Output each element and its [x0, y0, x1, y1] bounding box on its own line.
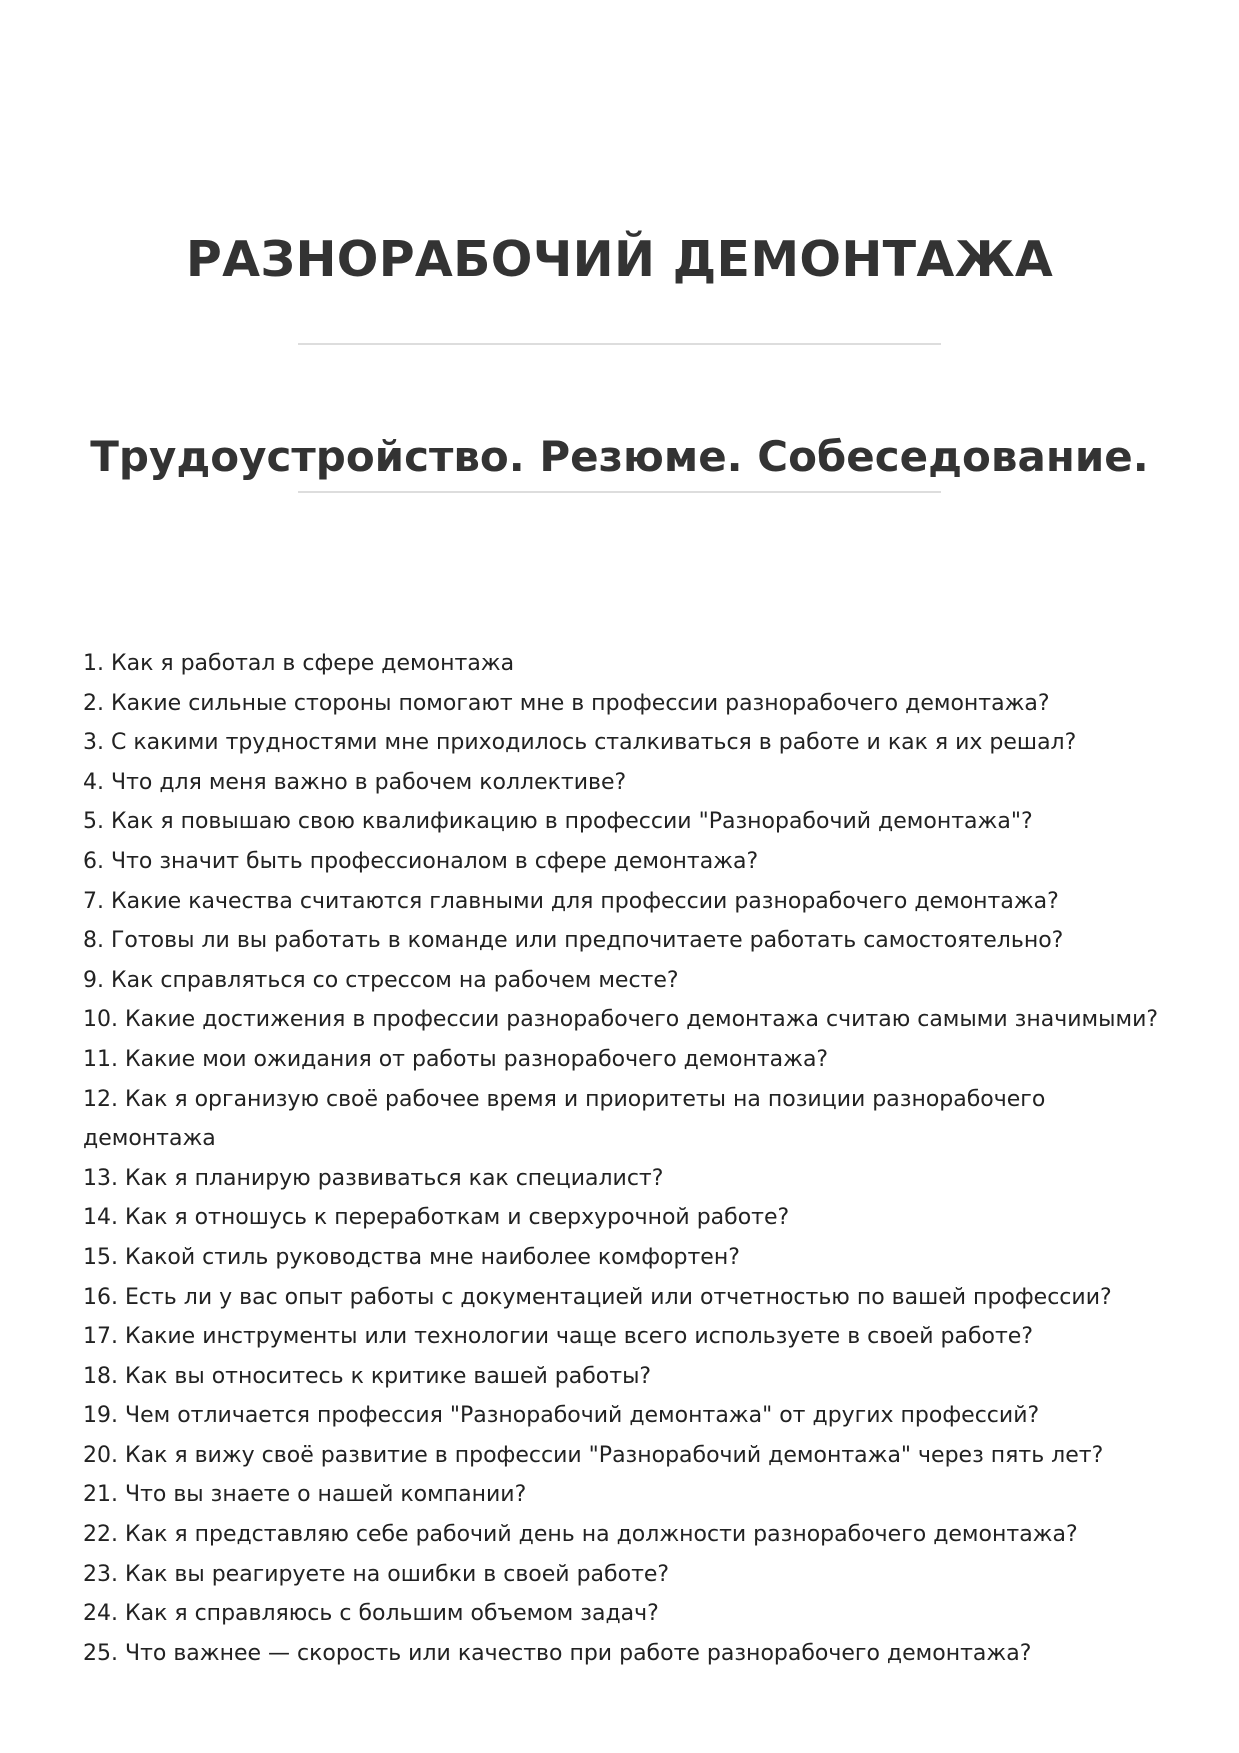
question-item: 17. Какие инструменты или технологии чаще всего используете в своей работе?: [83, 1324, 1034, 1350]
question-item: 1. Как я работал в сфере демонтажа: [83, 651, 515, 676]
question-item: 12. Как я организую своё рабочее время и приоритеты на позиции разнорабочего демонтажа: [83, 1086, 1046, 1152]
divider-top: [298, 343, 941, 345]
question-item: 2. Какие сильные стороны помогают мне в профессии разнорабочего демонтажа?: [83, 690, 1050, 716]
question-item: 14. Как я отношусь к переработкам и сверхурочной работе?: [83, 1205, 790, 1231]
question-item: 21. Что вы знаете о нашей компании?: [83, 1482, 527, 1508]
question-item: 3. С какими трудностями мне приходилось сталкиваться в работе и как я их решал?: [83, 730, 1077, 756]
question-item: 25. Что важнее — скорость или качество при работе разнорабочего демонтажа?: [83, 1640, 1032, 1666]
question-item: 8. Готовы ли вы работать в команде или предпочитаете работать самостоятельно?: [83, 928, 1064, 954]
question-item: 13. Как я планирую развиваться как специалист?: [83, 1165, 664, 1191]
question-item: 11. Какие мои ожидания от работы разнорабочего демонтажа?: [83, 1046, 829, 1072]
question-item: 9. Как справляться со стрессом на рабочем месте?: [83, 967, 679, 993]
document-subtitle: Трудоустройство. Резюме. Собеседование.: [90, 431, 1149, 481]
divider-bottom: [298, 491, 941, 493]
question-item: 22. Как я представляю себе рабочий день на должности разнорабочего демонтажа?: [83, 1522, 1078, 1548]
question-item: 4. Что для меня важно в рабочем коллективе?: [83, 769, 627, 795]
question-item: 5. Как я повышаю свою квалификацию в профессии "Разнорабочий демонтажа"?: [83, 809, 1033, 835]
question-item: 18. Как вы относитесь к критике вашей работы?: [83, 1363, 652, 1389]
question-item: 19. Чем отличается профессия "Разнорабочий демонтажа" от других профессий?: [83, 1403, 1040, 1429]
question-item: 23. Как вы реагируете на ошибки в своей работе?: [83, 1561, 670, 1587]
question-item: 7. Какие качества считаются главными для профессии разнорабочего демонтажа?: [83, 888, 1059, 914]
question-item: 15. Какой стиль руководства мне наиболее комфортен?: [83, 1244, 740, 1270]
question-item: 24. Как я справляюсь с большим объемом задач?: [83, 1601, 659, 1627]
question-item: 6. Что значит быть профессионалом в сфере демонтажа?: [83, 848, 759, 874]
question-item: 20. Как я вижу своё развитие в профессии "Разнорабочий демонтажа" через пять лет?: [83, 1442, 1104, 1468]
question-item: 10. Какие достижения в профессии разнорабочего демонтажа считаю самыми значимыми?: [83, 1007, 1159, 1033]
question-item: 16. Есть ли у вас опыт работы с документацией или отчетностью по вашей профессии?: [83, 1284, 1112, 1310]
document-title: РАЗНОРАБОЧИЙ ДЕМОНТАЖА: [185, 230, 1054, 288]
question-list: [83, 644, 1163, 1673]
